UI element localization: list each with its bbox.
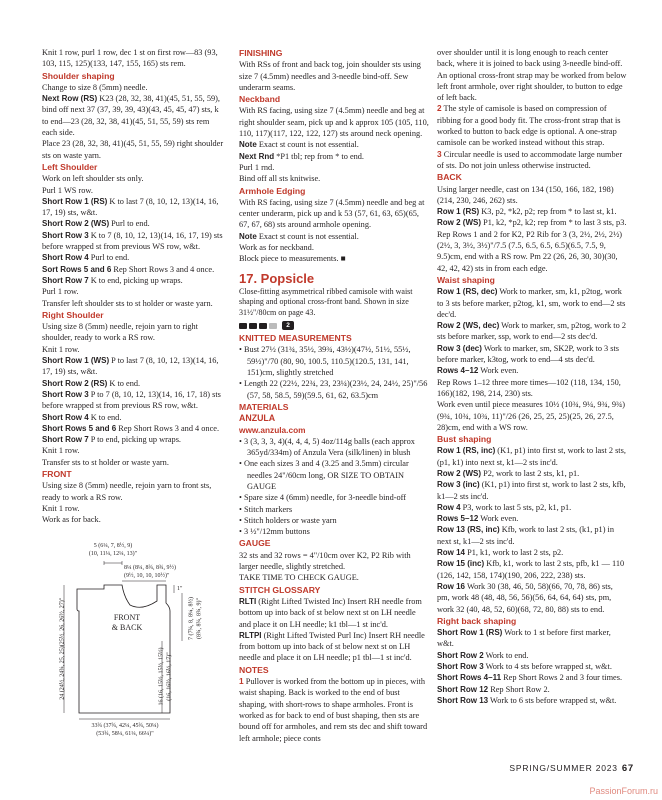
page-footer	[509, 763, 634, 774]
garment-schematic	[42, 541, 232, 761]
instruction-row: Row 13 (RS, inc) Kfb, work to last 2 sts, (k1, p1) in next st, k1—2 sts inc'd.	[437, 525, 614, 546]
instruction-line: 32 sts and 32 rows = 4"/10cm over K2, P2 Rib with larger needle, slightly stretched.	[239, 550, 411, 572]
instruction-line: TAKE TIME TO CHECK GAUGE.	[239, 573, 359, 583]
instruction-row: Short Row 12 Rep Short Row 2.	[437, 684, 550, 694]
instruction-row: Row 2 (WS) P1, k2, *p2, k2; rep from * to last 3 sts, p3.	[437, 218, 627, 228]
pattern-description: Close-fitting asymmetrical ribbed camisole with waist shaping and optional cross-front band. Shown in size 31½"/80cm on page 43.	[239, 286, 413, 317]
section-heading: Neckband	[239, 94, 281, 105]
note-item: 2 The style of camisole is based on compression of ribbing for a good body fit. The cross-front strap that is worked to button to back edge is optional. A one-strap camisole can be worked instead without this strap.	[437, 103, 621, 148]
section-heading: FRONT	[42, 468, 72, 479]
bullet-item: • 3 ½"/12mm buttons	[239, 527, 310, 537]
section-heading: Left Shoulder	[42, 161, 98, 172]
instruction-line: Work even until piece measures 10½ (10¾, 9¼, 9¾, 9¾)(9¾, 10¾, 10¾, 11)"/26 (26, 25, 25, 25)(25, 26, 27.5, 28)cm, end with a WS row.	[437, 400, 626, 432]
instruction-line: Purl 1 rnd.	[239, 162, 275, 172]
instruction-row: Short Row 7 K to end, picking up wraps.	[42, 275, 183, 285]
instruction-line: Purl 1 WS row.	[42, 185, 93, 195]
instruction-row: Row 14 P1, k1, work to last 2 sts, p2.	[437, 548, 564, 558]
skill-bar-icon	[269, 323, 277, 329]
instruction-row: Row 3 (dec) Work to marker, sm, SK2P, work to 3 sts before marker, k3tog, work to end—4 sts dec'd.	[437, 343, 620, 365]
note-continued: over shoulder until it is long enough to reach center back, where it is joined to back using 3-needle bind-off. An optional cross-front strap may be worked from below left front armhole, over right shoulder, to button to edge of left back.	[437, 48, 627, 103]
instruction-row: Row 1 (RS, dec) Work to marker, sm, k1, p2tog, work to 3 sts before marker, p2tog, k1, sm, work to end—2 sts dec'd.	[437, 287, 626, 319]
pattern-title: 17. Popsicle	[239, 270, 315, 286]
instruction-row: Row 1 (RS, inc) (K1, p1) into first st, work to last 2 sts, (p1, k1) into next st, k1—2 sts inc'd.	[437, 446, 626, 467]
bullet-item: • One each sizes 3 and 4 (3.25 and 3.5mm) circular needles 24"/60cm long, OR SIZE TO OBTAIN GAUGE	[239, 459, 409, 491]
skill-level-indicator	[239, 321, 429, 330]
instruction-row: Short Rows 5 and 6 Rep Short Rows 3 and 4 once.	[42, 423, 220, 433]
instruction-line: Work as for neckband.	[239, 243, 314, 253]
instruction-line: Purl 1 row.	[42, 287, 79, 297]
bullet-item: • Bust 27½ (31¾, 35½, 39¾, 43½)(47½, 51½, 55½, 59½)"/70 (80, 90, 100.5, 110.5)(120.5, 131, 141, 151)cm, slightly stretched	[239, 345, 411, 378]
glossary-entry: RLTPI (Right Lifted Twisted Purl Inc) Insert RH needle from bottom up into back of st below next st on LH needle and place it on LH needle; p1 tbl—1 st inc'd.	[239, 630, 425, 663]
instruction-row: Short Row 1 (WS) P to last 7 (8, 10, 12, 13)(14, 16, 17, 19) sts, w&t.	[42, 356, 219, 377]
yarn-brand: ANZULA	[239, 413, 276, 424]
schematic-label-side: 16 (16, 15½, 15½, 15½) (16, 16½, 16½, 17)"	[158, 647, 172, 706]
skill-bar-icon	[239, 323, 247, 329]
instruction-row: Sort Rows 5 and 6 Rep Short Rows 3 and 4 once.	[42, 264, 215, 274]
glossary-entry: RLTI (Right Lifted Twisted Inc) Insert RH needle from bottom up into back of st below next st on LH needle and place it on LH needle; k1 tbl—1 st inc'd.	[239, 596, 422, 629]
section-heading: MATERIALS	[239, 401, 289, 412]
section-heading: Armhole Edging	[239, 185, 306, 196]
instruction-line: Rep Rows 1 and 2 for K2, P2 Rib for 3 (3, 2½, 2½, 2½)(2½, 3, 3½, 3½)"/7.5 (7.5, 6.5, 6.5, 6.5)(6.5, 7.5, 9, 9.5)cm, end with a RS row. Pm 22 (26, 26, 30, 30)(30, 42, 42, 42) sts in from each edge.	[437, 229, 623, 273]
section-heading: Bust shaping	[437, 434, 492, 445]
instruction-row: Row 4 P3, work to last 5 sts, p2, k1, p1.	[437, 502, 572, 512]
section-heading: Waist shaping	[437, 274, 495, 285]
instruction-line: Knit 1 row.	[42, 446, 80, 456]
schematic-label-length: 24 (24½, 24¾, 25, 25)(25½, 26, 26½, 27)"	[59, 597, 66, 700]
instruction-row: Note Exact st count is not essential.	[239, 140, 359, 150]
schematic-label-piece: FRONT & BACK	[111, 613, 143, 632]
skill-bar-icon	[249, 323, 257, 329]
instruction-row: Next Rnd *P1 tbl; rep from * to end.	[239, 151, 364, 161]
schematic-outline	[77, 585, 170, 713]
instruction-line: Using size 8 (5mm) needle, rejoin yarn to right shoulder, ready to work a RS row.	[42, 322, 198, 343]
column-left	[42, 47, 226, 525]
note-item: 1 Pullover is worked from the bottom up in pieces, with waist shaping. Back is worked to the end of bust shaping, with short-rows to shape armholes. Front is worked as for back to end of bust shaping, then sts are bound off for armholes, and rem sts dec and shift toward left armhole; piece conts	[239, 676, 428, 743]
note-item: 3 Circular needle is used to accommodate large number of sts. Do not join unless otherwise instructed.	[437, 148, 623, 170]
instruction-row: Short Row 2 Work to end.	[437, 650, 529, 660]
instruction-row: Short Row 13 Work to 6 sts before wrapped st, w&t.	[437, 695, 617, 705]
instruction-line: With RS facing, using size 7 (4.5mm) needle and beg at right shoulder seam, pick up and k approx 105 (105, 110, 110, 117)(117, 122, 122, 127) sts around neck opening.	[239, 106, 429, 139]
instruction-row: Short Row 3 Work to 4 sts before wrapped st, w&t.	[437, 662, 612, 672]
section-heading: KNITTED MEASUREMENTS	[239, 333, 352, 344]
section-heading: NOTES	[239, 664, 269, 675]
instruction-row: Short Row 4 Purl to end.	[42, 253, 130, 263]
section-heading: FINISHING	[239, 48, 283, 58]
instruction-row: Short Row 2 (WS) Purl to end.	[42, 219, 150, 229]
instruction-line: With RS facing, using size 7 (4.5mm) needle and beg at center underarm, pick up and k 53 (57, 61, 63, 65)(65, 67, 67, 68) sts around armhole opening.	[239, 197, 425, 230]
brand-url-link[interactable]: www.anzula.com	[239, 424, 306, 435]
instruction-row: Row 16 Work 30 (38, 46, 50, 58)(66, 70, 78, 86) sts, pm, work 48 (48, 48, 56, 56)(56, 64, 64, 64) sts, pm, work 32 (40, 48, 52, 60)(68, 72, 80, 88) sts to end.	[437, 581, 613, 614]
schematic-label-armhole: 7 (7¾, 8, 8¼, 8½) (8¾, 8¾, 8¾, 9)"	[188, 597, 202, 640]
column-right	[437, 47, 627, 706]
schematic-label-neck: 8¼ (8¼, 8¾, 8¾, 9½) (9½, 10, 10, 10½)"	[124, 565, 176, 579]
instruction-line: Transfer left shoulder sts to st holder or waste yarn.	[42, 298, 213, 308]
schematic-label-bottom: 33¾ (37¾, 42¼, 45¾, 50¼) (53¾, 58¼, 61¼, 66¼)"	[91, 723, 159, 737]
instruction-line: Work as for back.	[42, 515, 101, 525]
instruction-row: Short Row 3 K to 7 (8, 10, 12, 13)(14, 16, 17, 19) sts before wrapped st from previous WS row, w&t.	[42, 230, 223, 252]
instruction-line: Using size 8 (5mm) needle, rejoin yarn to front sts, ready to work a RS row.	[42, 481, 212, 502]
section-heading: BACK	[437, 172, 462, 183]
instruction-line: Bind off all sts knitwise.	[239, 174, 321, 184]
column-middle	[239, 47, 429, 744]
instruction-row: Short Row 4 K to end.	[42, 412, 122, 422]
intro-text: Knit 1 row, purl 1 row, dec 1 st on first row—83 (93, 103, 115, 125)(133, 147, 155, 165) sts rem.	[42, 48, 218, 69]
section-heading: Right back shaping	[437, 615, 517, 626]
instruction-row: Row 2 (WS, dec) Work to marker, sm, p2tog, work to 2 sts before marker, ssp, work to end—2 sts dec'd.	[437, 321, 626, 342]
bullet-item: • Stitch holders or waste yarn	[239, 515, 337, 525]
instruction-row: Short Row 7 P to end, picking up wraps.	[42, 435, 182, 445]
instruction-line: Block piece to measurements. ■	[239, 254, 346, 264]
instruction-row: Short Row 2 (RS) K to end.	[42, 378, 141, 388]
instruction-row: Rows 4–12 Work even.	[437, 366, 519, 376]
skill-bar-icon	[259, 323, 267, 329]
instruction-line: Change to size 8 (5mm) needle.	[42, 82, 148, 92]
instruction-row: Short Rows 4–11 Rep Short Rows 2 and 3 four times.	[437, 673, 623, 683]
bullet-item: • Spare size 4 (6mm) needle, for 3-needle bind-off	[239, 493, 407, 503]
section-heading: Shoulder shaping	[42, 70, 115, 81]
bullet-item: • Length 22 (22½, 22¾, 23, 23¼)(23½, 24, 24½, 25)"/56 (57, 58, 58.5, 59)(59.5, 61, 62, 63.5)cm	[239, 379, 428, 400]
instruction-row: Note Exact st count is not essential.	[239, 231, 359, 241]
instruction-row: Short Row 1 (RS) Work to 1 st before first marker, w&t.	[437, 628, 611, 649]
instruction-row: Row 15 (inc) Kfb, k1, work to last 2 sts, pfb, k1 — 110 (126, 142, 158, 174)(190, 206, 222, 238) sts.	[437, 559, 625, 580]
page-number: 67	[621, 763, 634, 774]
bullet-item: • Stitch markers	[239, 504, 293, 514]
instruction-line: Using larger needle, cast on 134 (150, 166, 182, 198)(214, 230, 246, 262) sts.	[437, 184, 614, 205]
instruction-row: Row 3 (inc) (K1, p1) into first st, work to last 2 sts, kfb, k1—2 sts inc'd.	[437, 480, 626, 501]
instruction-row: Short Row 3 P to 7 (8, 10, 12, 13)(14, 16, 17, 18) sts before wrapped st from previous RS row, w&t.	[42, 389, 221, 411]
instruction-line: Place 23 (28, 32, 38, 41)(45, 51, 55, 59) right shoulder sts on waste yarn.	[42, 139, 224, 160]
instruction-row: Rows 5–12 Work even.	[437, 514, 519, 524]
watermark: PassionForum.ru	[589, 786, 658, 796]
bullet-item: • 3 (3, 3, 3, 4)(4, 4, 4, 5) 4oz/114g balls (each approx 365yd/334m) of Anzula Vera (silk/linen) in blush	[239, 436, 415, 458]
section-heading: Right Shoulder	[42, 309, 104, 320]
instruction-row: Row 1 (RS) K3, p2, *k2, p2; rep from * to last st, k1.	[437, 207, 617, 217]
section-heading: GAUGE	[239, 538, 271, 549]
instruction-line: Work on left shoulder sts only.	[42, 174, 144, 184]
instruction-row: Short Row 1 (RS) K to last 7 (8, 10, 12, 13)(14, 16, 17, 19) sts, w&t.	[42, 196, 219, 218]
instruction-line: With RSs of front and back tog, join shoulder sts using size 7 (4.5mm) needles and 3-needle bind-off. Sew underarm seams.	[239, 60, 421, 92]
schematic-label-strap: 1"	[177, 586, 183, 592]
instruction-line: Knit 1 row.	[42, 503, 80, 513]
skill-level-badge: 2	[282, 321, 294, 330]
instruction-line: Transfer sts to st holder or waste yarn.	[42, 457, 169, 467]
issue-label: SPRING/SUMMER 2023	[509, 763, 618, 773]
instruction-line: Knit 1 row.	[42, 344, 80, 354]
instruction-line: Rep Rows 1–12 three more times—102 (118, 134, 150, 166)(182, 198, 214, 230) sts.	[437, 377, 621, 398]
instruction-row: Next Row (RS) K23 (28, 32, 38, 41)(45, 51, 55, 59), bind off next 37 (37, 39, 39, 43)(43, 45, 45, 47) sts, k to end—23 (28, 32, 38, 41)(45, 51, 55, 59) sts rem each side.	[42, 94, 220, 138]
instruction-row: Row 2 (WS) P2, work to last 2 sts, k1, p1.	[437, 468, 580, 478]
schematic-label-shoulder: 5 (6¼, 7, 8½, 9) (10, 11¼, 12¼, 13)"	[88, 543, 138, 557]
section-heading: STITCH GLOSSARY	[239, 584, 321, 595]
